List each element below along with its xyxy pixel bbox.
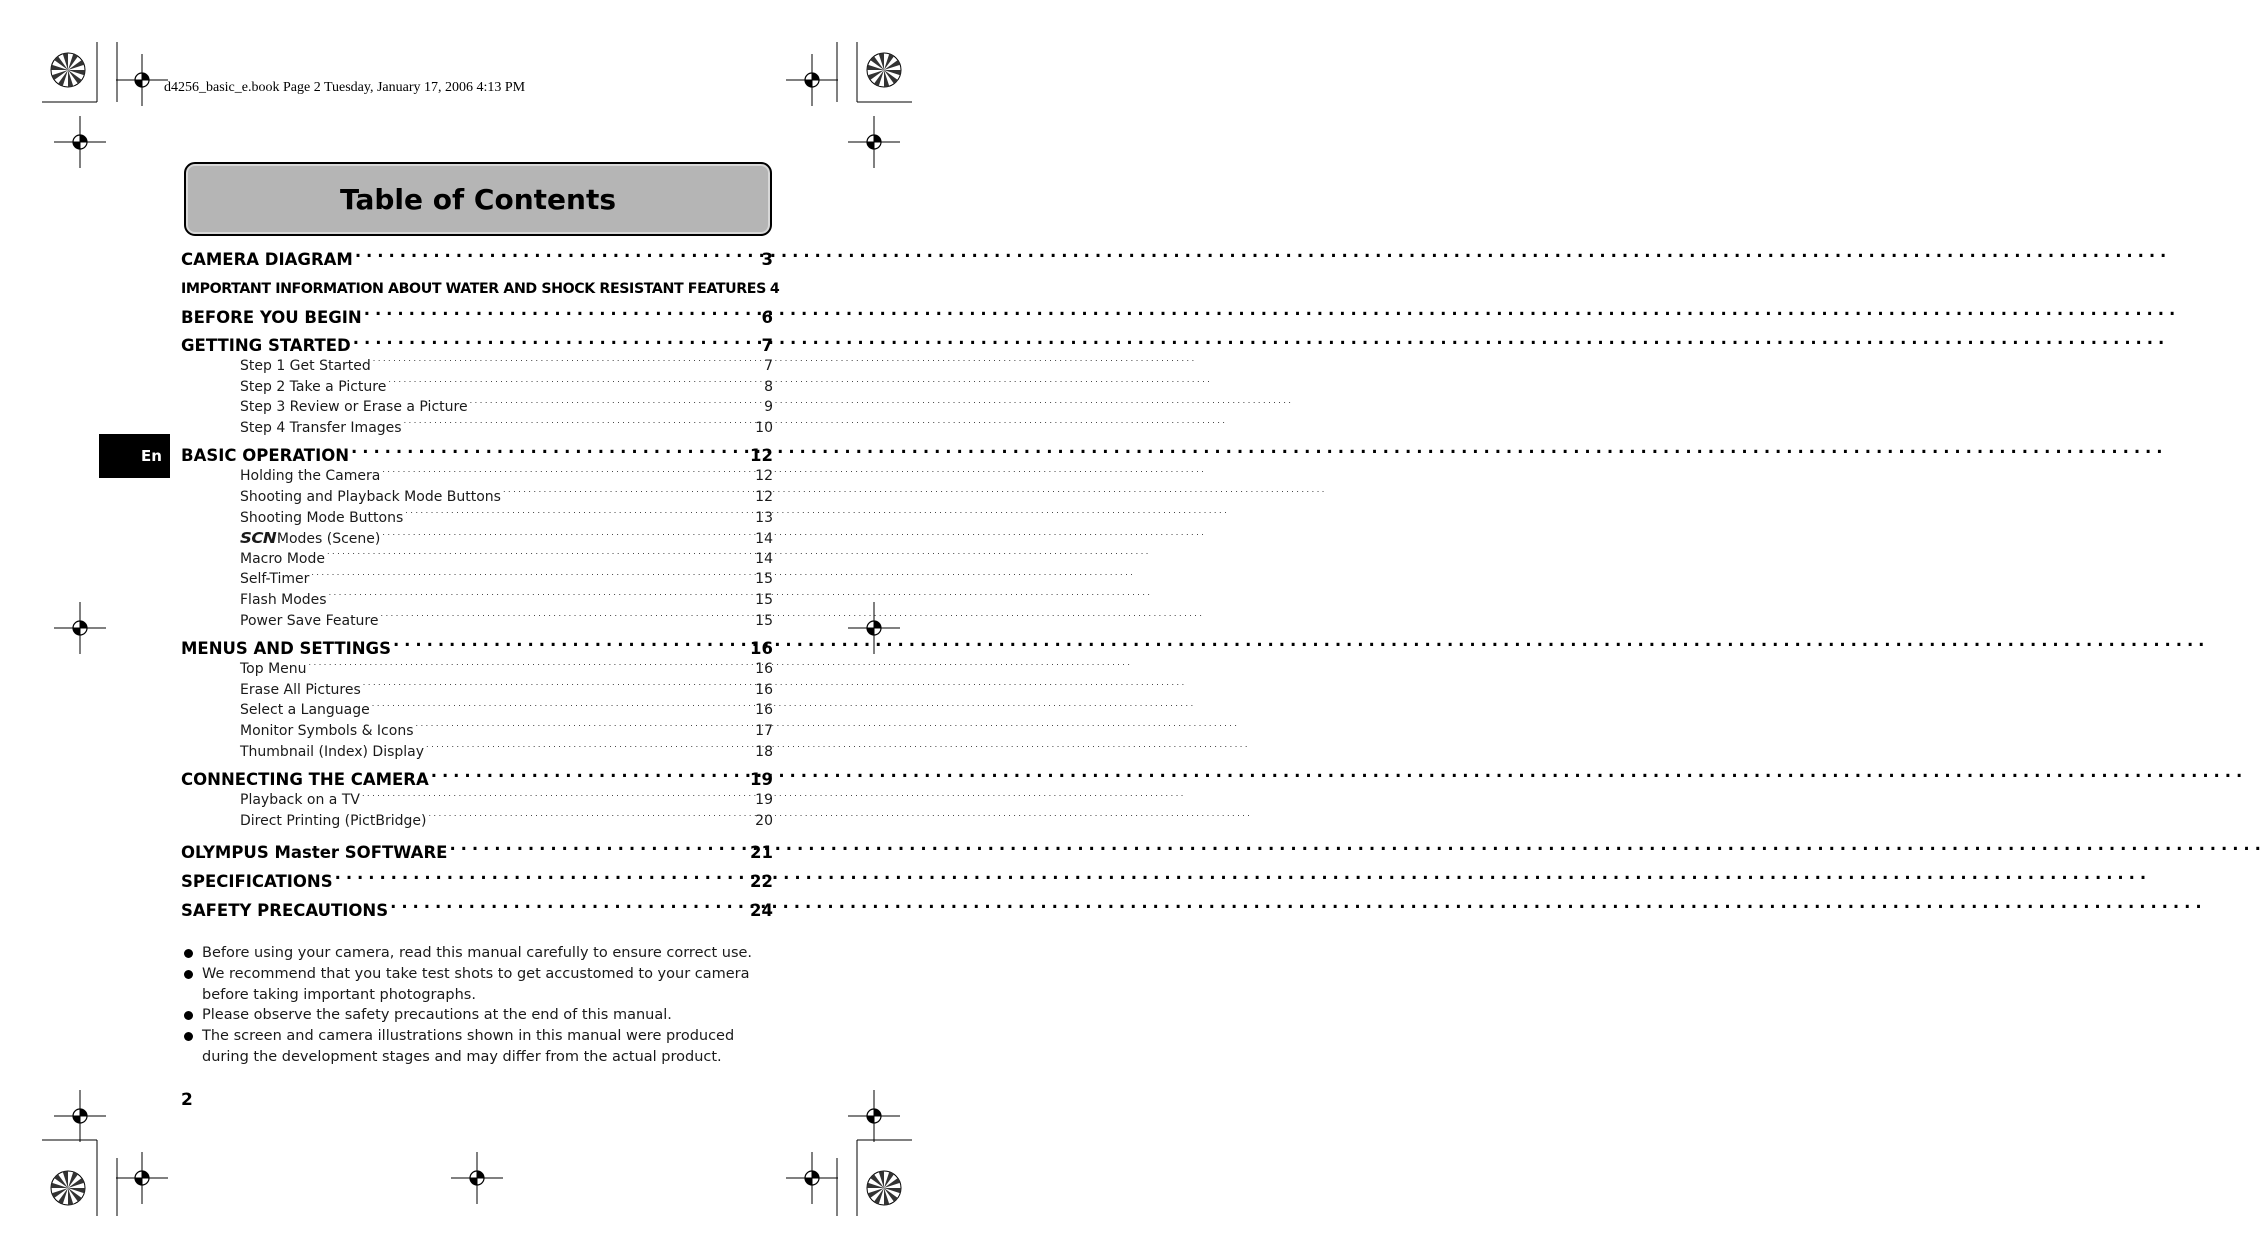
toc-specifications[interactable]: SPECIFICATIONS . . . 22 xyxy=(181,869,773,898)
toc-olympus-master[interactable]: OLYMPUS Master SOFTWARE . . . 21 xyxy=(181,840,773,869)
title-banner xyxy=(184,162,772,236)
book-header-line: d4256_basic_e.book Page 2 Tuesday, January 17, 2006 4:13 PM xyxy=(164,80,526,95)
list-item: We recommend that you take test shots to get accustomed to your camera before taking important photographs. xyxy=(181,964,773,1006)
toc-subitem[interactable]: Self-Timer . . . 15 xyxy=(181,569,773,590)
toc-subitem[interactable]: Holding the Camera . . . 12 xyxy=(181,466,773,487)
toc-safety-precautions[interactable]: SAFETY PRECAUTIONS . . . 24 xyxy=(181,898,773,927)
toc-subitem[interactable]: Step 3 Review or Erase a Picture . . . 9 xyxy=(181,397,773,418)
bullet-icon xyxy=(184,949,193,958)
toc-connecting[interactable]: CONNECTING THE CAMERA . . . 19 xyxy=(181,767,773,790)
toc-subitem[interactable]: Macro Mode . . . 14 xyxy=(181,549,773,570)
toc-important-info[interactable]: IMPORTANT INFORMATION ABOUT WATER AND SHOCK RESISTANT FEATURES 4 xyxy=(181,281,780,297)
toc-subitem[interactable]: Direct Printing (PictBridge) . . . 20 xyxy=(181,811,773,832)
table-of-contents xyxy=(181,247,780,927)
page-number: 2 xyxy=(181,1090,193,1110)
toc-camera-diagram[interactable]: CAMERA DIAGRAM . . . 3 xyxy=(181,247,773,276)
toc-subitem[interactable]: Select a Language . . . 16 xyxy=(181,700,773,721)
page-title: Table of Contents xyxy=(339,182,616,216)
toc-subitem[interactable]: Thumbnail (Index) Display . . . 18 xyxy=(181,742,773,763)
toc-subitem[interactable]: Step 4 Transfer Images . . . 10 xyxy=(181,418,773,439)
toc-getting-started[interactable]: GETTING STARTED . . . 7 xyxy=(181,334,773,356)
bullet-icon xyxy=(184,970,193,979)
list-item: Please observe the safety precautions at the end of this manual. xyxy=(181,1005,773,1026)
toc-basic-operation[interactable]: BASIC OPERATION . . . 12 xyxy=(181,443,773,466)
bullet-icon xyxy=(184,1032,193,1041)
toc-subitem[interactable]: Shooting and Playback Mode Buttons . . . 12 xyxy=(181,487,773,508)
toc-subitem[interactable]: Top Menu . . . 16 xyxy=(181,659,773,680)
scn-mode-icon: SCN xyxy=(240,529,277,548)
notes-list xyxy=(181,943,773,1068)
language-tab: En xyxy=(99,434,170,478)
toc-subitem[interactable]: Step 1 Get Started . . . 7 xyxy=(181,356,773,377)
list-item: The screen and camera illustrations shown in this manual were produced during the development stages and may differ from the actual product. xyxy=(181,1026,773,1068)
toc-subitem[interactable]: SCNModes (Scene) . . . 14 xyxy=(181,528,773,549)
toc-subitem[interactable]: Step 2 Take a Picture . . . 8 xyxy=(181,377,773,398)
list-item: Before using your camera, read this manual carefully to ensure correct use. xyxy=(181,943,773,964)
toc-subitem[interactable]: Erase All Pictures . . . 16 xyxy=(181,680,773,701)
toc-subitem[interactable]: Shooting Mode Buttons . . . 13 xyxy=(181,508,773,529)
toc-before-you-begin[interactable]: BEFORE YOU BEGIN . . . 6 xyxy=(181,305,773,334)
toc-subitem[interactable]: Playback on a TV . . . 19 xyxy=(181,790,773,811)
bullet-icon xyxy=(184,1011,193,1020)
toc-subitem[interactable]: Monitor Symbols & Icons . . . 17 xyxy=(181,721,773,742)
toc-menus-settings[interactable]: MENUS AND SETTINGS . . . 16 xyxy=(181,636,773,659)
toc-subitem[interactable]: Power Save Feature . . . 15 xyxy=(181,611,773,632)
toc-subitem[interactable]: Flash Modes . . . 15 xyxy=(181,590,773,611)
